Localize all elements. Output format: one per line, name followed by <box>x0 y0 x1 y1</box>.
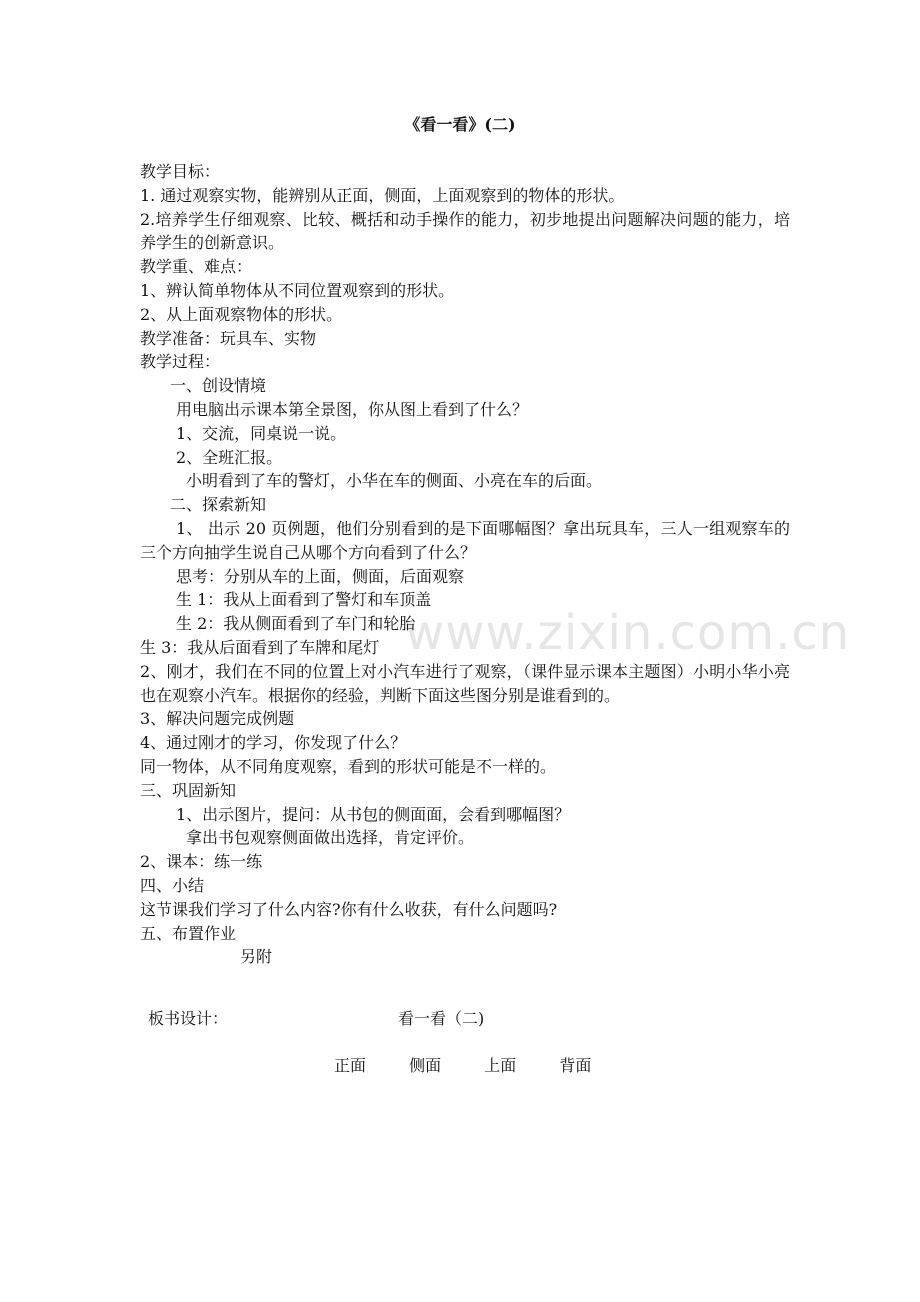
paragraph: 2、刚才，我们在不同的位置上对小汽车进行了观察，（课件显示课本主题图）小明小华小亮也在观察小汽车。根据你的经验，判断下面这些图分别是谁看到的。 <box>140 661 790 705</box>
board-design-items <box>334 1053 629 1076</box>
paragraph: 2、课本：练一练 <box>140 852 263 872</box>
document-body <box>140 160 790 969</box>
paragraph: 1. 通过观察实物，能辨别从正面，侧面，上面观察到的物体的形状。 <box>140 185 625 205</box>
board-item: 上面 <box>484 1056 517 1075</box>
paragraph: 生 3：我从后面看到了车牌和尾灯 <box>140 637 380 657</box>
section-heading: 五、布置作业 <box>140 923 237 943</box>
paragraph: 2、从上面观察物体的形状。 <box>140 304 343 324</box>
paragraph: 1、交流，同桌说一说。 <box>176 423 347 443</box>
subsection-heading: 一、创设情境 <box>170 376 267 396</box>
paragraph: 2、全班汇报。 <box>176 447 283 467</box>
watermark: www.zixin.com.cn <box>405 605 851 661</box>
paragraph: 用电脑出示课本第全景图，你从图上看到了什么？ <box>176 399 529 419</box>
board-item: 正面 <box>334 1056 367 1075</box>
paragraph: 1、 出示 20 页例题，他们分别看到的是下面哪幅图？拿出玩具车，三人一组观察车的三个方向抽学生说自己从哪个方向看到了什么？ <box>140 518 790 562</box>
paragraph: 1、辨认简单物体从不同位置观察到的形状。 <box>140 280 455 300</box>
section-heading: 教学重、难点： <box>140 257 253 277</box>
paragraph: 4、通过刚才的学习，你发现了什么？ <box>140 733 407 753</box>
paragraph: 思考：分别从车的上面，侧面，后面观察 <box>176 566 465 586</box>
board-item: 侧面 <box>409 1056 442 1075</box>
paragraph: 同一物体，从不同角度观察，看到的形状可能是不一样的。 <box>140 756 557 776</box>
subsection-heading: 二、探索新知 <box>170 495 267 515</box>
board-design-label: 板书设计： <box>148 1009 229 1028</box>
board-design-title: 看一看（二) <box>398 1009 485 1028</box>
paragraph: 小明看到了车的警灯，小华在车的侧面、小亮在车的后面。 <box>186 471 603 491</box>
section-heading: 三、巩固新知 <box>140 780 237 800</box>
paragraph: 1、出示图片，提问：从书包的侧面面，会看到哪幅图？ <box>176 804 571 824</box>
paragraph: 这节课我们学习了什么内容?你有什么收获，有什么问题吗? <box>140 899 558 919</box>
paragraph: 拿出书包观察侧面做出选择，肯定评价。 <box>186 828 475 848</box>
board-item: 背面 <box>559 1056 592 1075</box>
paragraph: 3、解决问题完成例题 <box>140 709 295 729</box>
section-heading: 教学过程： <box>140 352 221 372</box>
document-title: 《看一看》(二) <box>404 115 516 134</box>
paragraph: 生 1：我从上面看到了警灯和车顶盖 <box>176 590 432 610</box>
section-heading: 四、小结 <box>140 875 205 895</box>
paragraph: 另附 <box>240 947 273 967</box>
section-heading: 教学目标： <box>140 162 221 181</box>
paragraph: 2.培养学生仔细观察、比较、概括和动手操作的能力，初步地提出问题解决问题的能力，培养学生的创新意识。 <box>140 209 790 253</box>
paragraph: 生 2：我从侧面看到了车门和轮胎 <box>176 614 416 634</box>
paragraph: 教学准备：玩具车、实物 <box>140 328 317 348</box>
